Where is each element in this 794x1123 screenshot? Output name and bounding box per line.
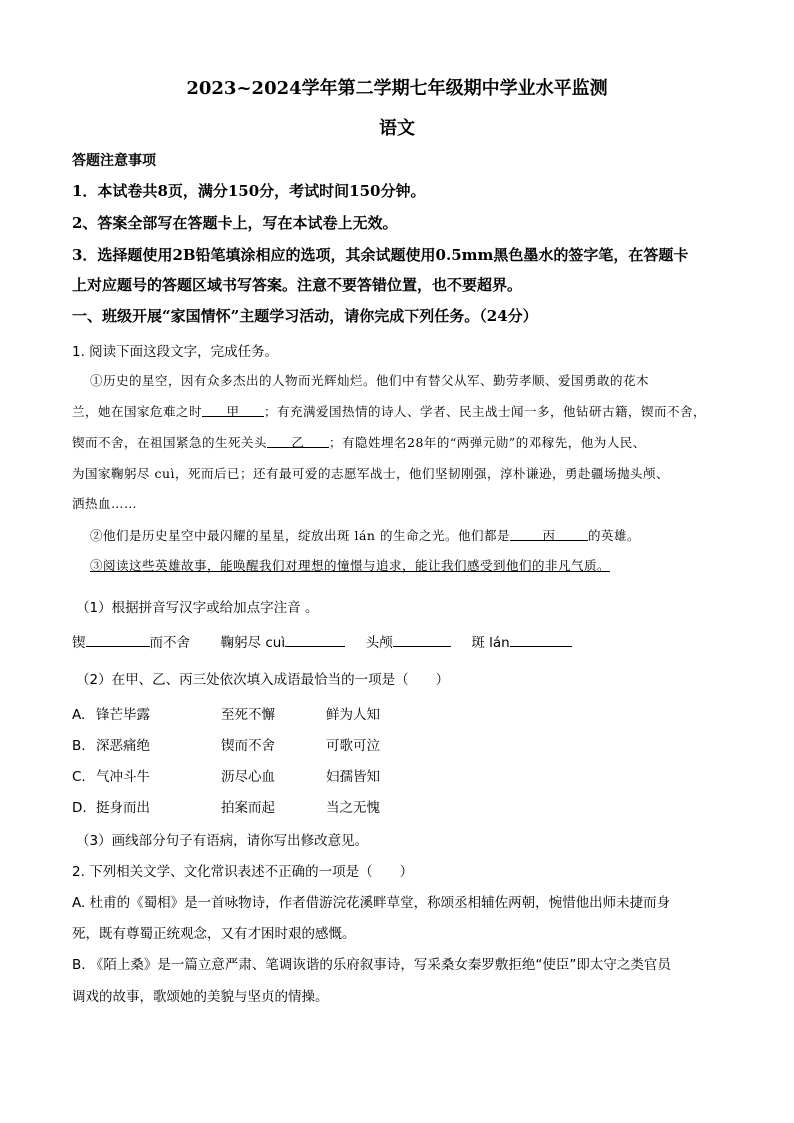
passage-text: 的英雄。 xyxy=(587,528,640,543)
option-d-idiom-2: 拍案而起 xyxy=(221,800,275,816)
option-b[interactable] xyxy=(72,734,436,754)
option-a-letter: A. xyxy=(72,707,86,723)
subject-title: 语文 xyxy=(379,118,415,139)
option-c-idiom-3: 妇孺皆知 xyxy=(326,769,380,785)
option-c-idiom-1: 气冲斗牛 xyxy=(96,769,150,785)
blank-jia xyxy=(202,402,264,417)
blank-jia-label: 甲 xyxy=(226,404,240,419)
passage-text: ；有隐姓埋名28年的“两弹元勋”的邓稼先，他为人民、 xyxy=(329,435,646,450)
blank-yi xyxy=(267,433,329,448)
passage-line-4: 为国家鞠躬尽 cuì，死而后已；还有最可爱的志愿军战士，他们坚韧刚强，淳朴谦逊，勇赴疆场抛头颅、 xyxy=(72,466,670,481)
passage-text: ；有充满爱国热情的诗人、学者、民主战士闻一多，他钻研古籍，锲而不舍， xyxy=(264,404,707,419)
question-2-stem: 2. 下列相关文学、文化常识表述不正确的一项是（ ） xyxy=(72,864,414,880)
sub-question-2: （2）在甲、乙、丙三处依次填入成语最恰当的一项是（ ） xyxy=(76,672,450,688)
option-a-idiom-2: 至死不懈 xyxy=(221,707,275,723)
passage-text: 锲而不舍，在祖国紧急的生死关头 xyxy=(72,435,268,450)
passage-line-2 xyxy=(72,402,706,420)
sub-question-1: （1）根据拼音写汉字或给加点字注音 。 xyxy=(76,600,319,616)
passage-text: ②他们是历史星空中最闪耀的星星，绽放出斑 lán 的生命之光。他们都是 xyxy=(90,528,510,543)
option-a-idiom-1: 锋芒毕露 xyxy=(96,707,150,723)
question-2-option-a-line-2: 死，既有尊蜀正统观念，又有才困时艰的感慨。 xyxy=(72,926,356,942)
fill-word-2: 鞠躬尽 cuì xyxy=(220,635,286,651)
notice-item-3: 3．选择题使用2B铅笔填涂相应的选项，其余试题使用0.5mm黑色墨水的签字笔，在答题卡 xyxy=(72,246,689,264)
option-d-letter: D. xyxy=(72,800,87,816)
option-a-idiom-3: 鲜为人知 xyxy=(326,707,380,723)
option-c-letter: C. xyxy=(72,769,86,785)
passage-para-2 xyxy=(90,526,640,544)
fill-blank-4[interactable] xyxy=(510,632,572,647)
option-a[interactable] xyxy=(72,703,436,723)
fill-word-1: 锲 xyxy=(72,635,86,651)
option-b-idiom-2: 锲而不舍 xyxy=(221,738,275,754)
passage-line-3 xyxy=(72,433,646,451)
option-c-idiom-2: 沥尽心血 xyxy=(221,769,275,785)
passage-line-5: 洒热血…… xyxy=(72,496,138,511)
fill-word-4: 斑 lán xyxy=(471,635,510,651)
option-b-idiom-3: 可歌可泣 xyxy=(326,738,380,754)
fill-word-3: 头颅 xyxy=(365,635,393,651)
question-2-option-b-line-2: 调戏的故事，歌颂她的美貌与坚贞的情操。 xyxy=(72,989,329,1005)
question-2-option-b-line-1[interactable]: B. 《陌上桑》是一篇立意严肃、笔调诙谐的乐府叙事诗，写采桑女秦罗敷拒绝“使臣”即太守之类官员 xyxy=(72,957,671,973)
notice-item-2: 2、答案全部写在答题卡上，写在本试卷上无效。 xyxy=(72,214,398,232)
option-b-letter: B. xyxy=(72,738,86,754)
fill-row xyxy=(72,631,572,651)
question-1-stem: 1. 阅读下面这段文字，完成任务。 xyxy=(72,344,279,360)
option-b-idiom-1: 深恶痛绝 xyxy=(96,738,150,754)
fill-blank-3[interactable] xyxy=(393,632,451,647)
blank-bing xyxy=(510,526,588,541)
exam-title: 2023~2024学年第二学期七年级期中学业水平监测 xyxy=(186,78,608,99)
option-d-idiom-1: 挺身而出 xyxy=(96,800,150,816)
fill-blank-1[interactable] xyxy=(86,632,150,647)
passage-line-1: ①历史的星空，因有众多杰出的人物而光辉灿烂。他们中有替父从军、勤劳孝顺、爱国勇敢的花木 xyxy=(90,373,650,388)
notice-item-1: 1．本试卷共8页，满分150分，考试时间150分钟。 xyxy=(72,182,426,200)
option-d[interactable] xyxy=(72,796,436,816)
option-c[interactable] xyxy=(72,765,436,785)
blank-yi-label: 乙 xyxy=(291,435,305,450)
option-d-idiom-3: 当之无愧 xyxy=(326,800,380,816)
section-heading: 一、班级开展“家国情怀”主题学习活动，请你完成下列任务。（24分） xyxy=(72,307,538,325)
notice-item-3-cont: 上对应题号的答题区域书写答案。注意不要答错位置，也不要超界。 xyxy=(72,276,523,294)
passage-text: 兰，她在国家危难之时 xyxy=(72,404,203,419)
blank-bing-label: 丙 xyxy=(542,528,556,543)
fill-blank-2[interactable] xyxy=(285,632,345,647)
notice-heading: 答题注意事项 xyxy=(72,153,156,169)
sub-question-3: （3）画线部分句子有语病，请你写出修改意见。 xyxy=(76,833,369,849)
question-2-option-a-line-1[interactable]: A. 杜甫的《蜀相》是一首咏物诗，作者借游浣花溪畔草堂，称颂丞相辅佐两朝，惋惜他出师未捷而身 xyxy=(72,895,671,911)
passage-para-3-underlined: ③阅读这些英雄故事，能唤醒我们对理想的憧憬与追求，能让我们感受到他们的非凡气质。 xyxy=(90,558,611,573)
fill-word-1-rest: 而不舍 xyxy=(149,635,190,651)
